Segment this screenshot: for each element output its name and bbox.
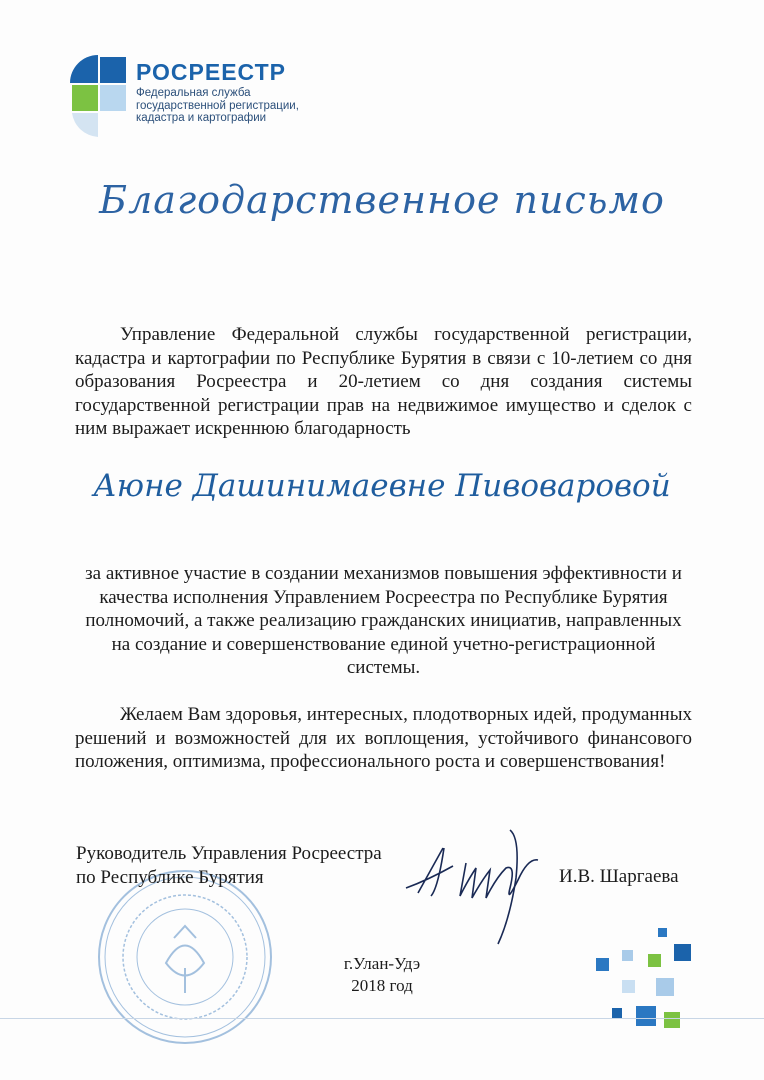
intro-paragraph: Управление Федеральной службы государственной регистрации, кадастра и картографии по Республике Бурятия в связи с 10-летием со дня образования Росреестра и 20-летием со дня создания системы государственной регистрации прав на недвижимое имущество и сделок с ним выражает искреннюю благодарность: [75, 324, 692, 440]
rosreestr-logo-icon: [68, 53, 130, 139]
signatory-role: Руководитель Управления Росреестра по Республике Бурятия: [76, 843, 382, 888]
handwritten-signature-icon: [398, 818, 558, 946]
letter-title: Благодарственное письмо: [99, 178, 665, 222]
recipient-name: Аюне Дашинимаевне Пивоваровой: [93, 468, 671, 504]
footer-divider: [0, 1018, 764, 1019]
wishes-paragraph: Желаем Вам здоровья, интересных, плодотворных идей, продуманных решений и возможностей для их воплощения, устойчивого финансового положения, оптимизма, профессионального роста и совершенствования!: [75, 704, 692, 773]
reason-paragraph: за активное участие в создании механизмов повышения эффективности и качества исполнения Управлением Росреестра по Республике Бурятия полномочий, а также реализацию гражданских инициатив, направленных на создание и совершенствование единой учетно-регистрационной системы.: [85, 563, 682, 679]
signatory-name: И.В. Шаргаева: [559, 866, 679, 887]
brand-name: РОСРЕЕСТР: [136, 59, 286, 85]
city: г.Улан-Удэ: [343, 954, 421, 973]
year: 2018 год: [351, 976, 413, 995]
decorative-squares-icon: [592, 928, 712, 1038]
brand-subtitle: Федеральная служба государственной регистрации, кадастра и картографии: [136, 87, 299, 124]
